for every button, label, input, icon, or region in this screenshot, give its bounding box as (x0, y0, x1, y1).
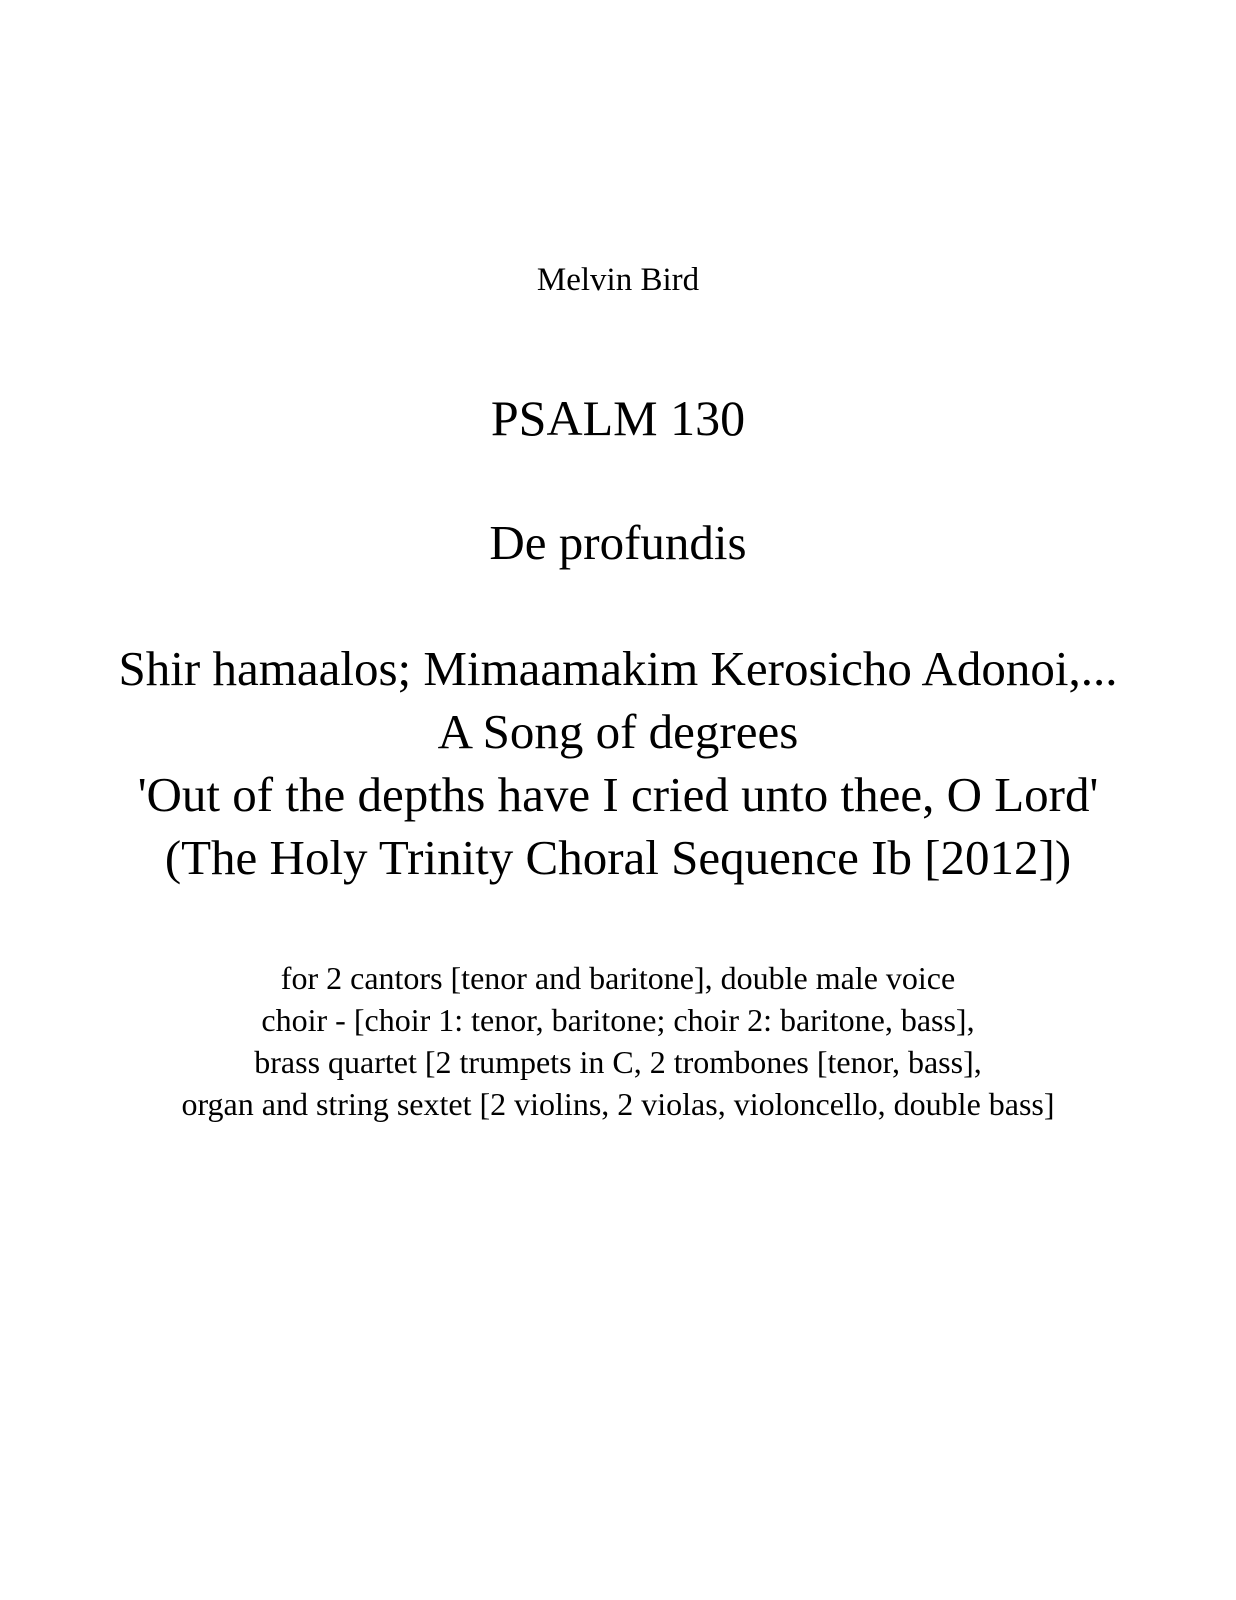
heading-line: (The Holy Trinity Choral Sequence Ib [2012]) (164, 830, 1072, 885)
work-subtitle: De profundis (489, 515, 747, 570)
work-title: PSALM 130 (490, 390, 746, 446)
composer-name: Melvin Bird (536, 262, 700, 298)
heading-line: Shir hamaalos; Mimaamakim Kerosicho Adonoi,... (118, 641, 1118, 696)
instrumentation-line: brass quartet [2 trumpets in C, 2 trombones [tenor, bass], (254, 1044, 982, 1080)
heading-line: 'Out of the depths have I cried unto thee, O Lord' (137, 767, 1099, 822)
instrumentation-line: for 2 cantors [tenor and baritone], double male voice (280, 960, 956, 996)
instrumentation-line: organ and string sextet [2 violins, 2 violas, violoncello, double bass] (181, 1086, 1055, 1122)
instrumentation-line: choir - [choir 1: tenor, baritone; choir 2: baritone, bass], (261, 1002, 975, 1038)
heading-line: A Song of degrees (437, 704, 799, 759)
